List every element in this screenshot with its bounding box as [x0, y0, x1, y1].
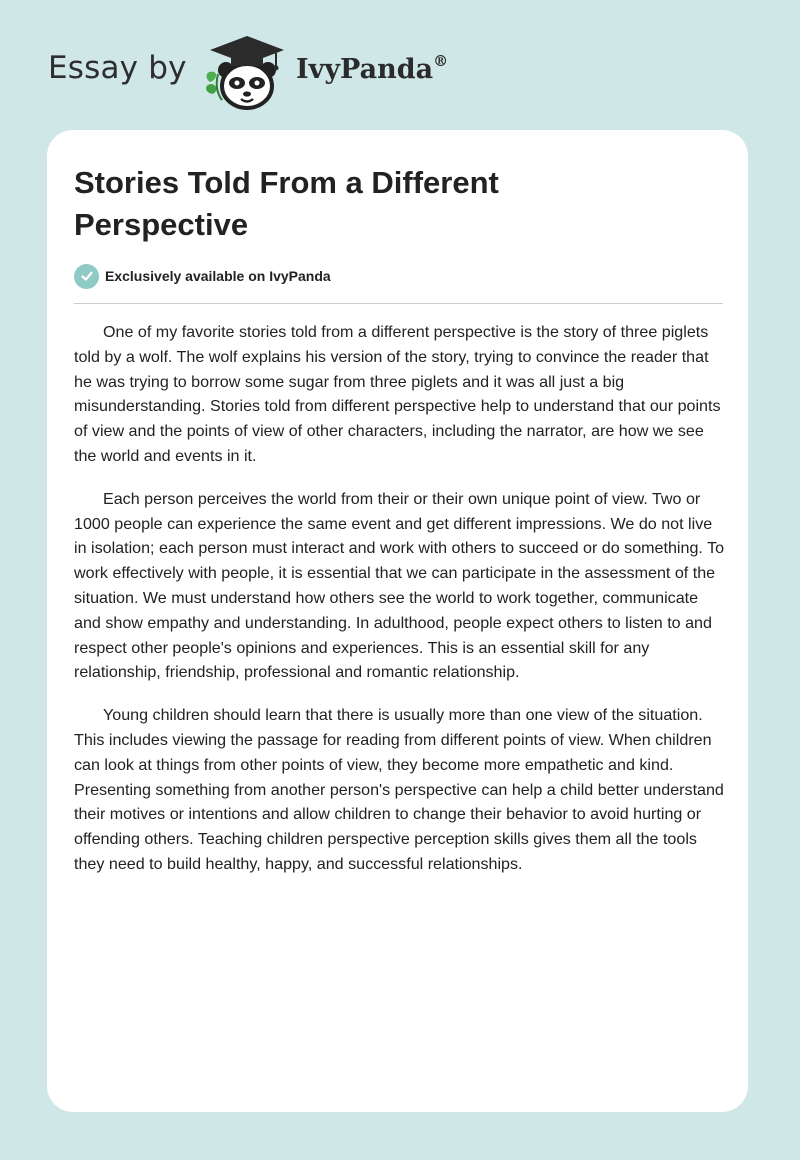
site-header	[48, 34, 488, 110]
brand-text: IvyPanda	[296, 54, 434, 85]
panda-logo-icon[interactable]	[204, 34, 290, 110]
brand-name[interactable]	[296, 54, 448, 85]
essay-body	[74, 320, 727, 895]
essay-paragraph: One of my favorite stories told from a different perspective is the story of three piglets told by a wolf. The wolf explains his version of the story, trying to convince the reader that he was trying to borrow some sugar from three piglets and it was all just a big misunderstanding. Stories told from different perspective help to understand that our points of view and the points of view of other characters, including the narrator, are how we see the world and events in it.	[74, 323, 721, 465]
essay-paragraph: Each person perceives the world from their or their own unique point of view. Two or 1000 people can experience the same event and get different impressions. We do not live in isolation; each person must interact and work with others to succeed or do something. To work effectively with people, it is essential that we can participate in the assessment of the situation. We must understand how others see the world to work together, communicate and show empathy and understanding. In adulthood, people expect others to listen to and respect other people's opinions and experiences. This is an essential skill for any relationship, friendship, professional and romantic relationship.	[74, 489, 725, 682]
registered-mark: ®	[433, 52, 449, 70]
exclusive-badge	[74, 263, 331, 289]
essay-by-label: Essay by	[48, 50, 187, 86]
check-circle-icon	[74, 264, 99, 289]
badge-label: Exclusively available on IvyPanda	[105, 268, 331, 284]
essay-title: Stories Told From a Different Perspective	[74, 165, 499, 242]
essay-card	[47, 130, 748, 1112]
title-divider	[74, 303, 723, 304]
essay-paragraph: Young children should learn that there is usually more than one view of the situation. This includes viewing the passage for reading from different points of view. When children can look at things from other points of view, they become more empathetic and kind. Presenting something from another person's perspective can help a child better understand their motives or intentions and allow children to change their behavior to avoid hurting or offending others. Teaching children perspective perception skills gives them all the tools they need to build healthy, happy, and successful relationships.	[74, 706, 724, 873]
